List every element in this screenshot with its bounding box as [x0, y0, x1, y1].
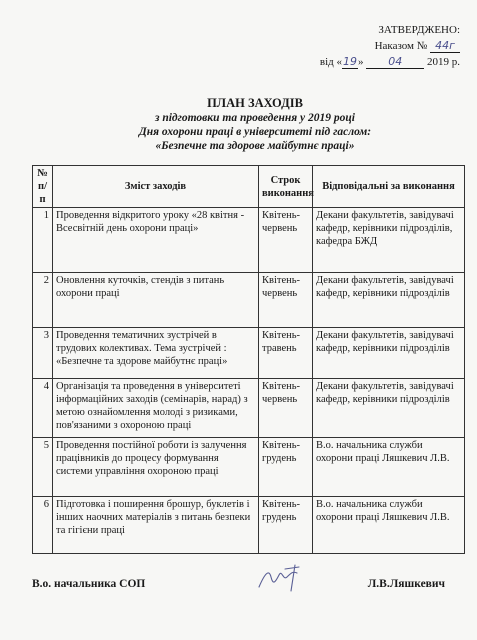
table-row — [33, 208, 465, 273]
table-row — [33, 497, 465, 554]
handwritten-signature — [255, 563, 315, 593]
table-row — [33, 273, 465, 328]
signatory-name: Л.В.Ляшкевич — [367, 578, 445, 590]
row-responsible: В.о. начальника служби охорони праці Ляшкевич Л.В. — [313, 497, 465, 554]
document-title — [40, 96, 470, 153]
row-num: 3 — [33, 328, 53, 379]
header-num: № п/п — [33, 166, 53, 208]
row-responsible: Декани факультетів, завідувачі кафедр, керівники підрозділів — [313, 273, 465, 328]
row-num: 4 — [33, 379, 53, 438]
title-line-1: з підготовки та проведення у 2019 році — [154, 112, 356, 124]
title-line-2: Дня охорони праці в університеті під гаслом: — [138, 126, 372, 138]
order-number: 44г — [430, 40, 460, 53]
row-deadline: Квітень-червень — [259, 379, 313, 438]
plan-table — [32, 165, 465, 554]
row-content: Проведення відкритого уроку «28 квітня - Всесвітній день охорони праці» — [53, 208, 259, 273]
header-content: Зміст заходів — [53, 166, 259, 208]
row-deadline: Квітень-травень — [259, 328, 313, 379]
row-responsible: В.о. начальника служби охорони праці Ляшкевич Л.В. — [313, 438, 465, 497]
row-content: Підготовка і поширення брошур, буклетів і інших наочних матеріалів з питань безпеки та гігієни праці — [53, 497, 259, 554]
row-content: Оновлення куточків, стендів з питань охорони праці — [53, 273, 259, 328]
row-content: Проведення постійної роботи із залучення працівників до процесу формування системи управління охороною праці — [53, 438, 259, 497]
row-num: 5 — [33, 438, 53, 497]
row-deadline: Квітень-грудень — [259, 438, 313, 497]
row-num: 2 — [33, 273, 53, 328]
row-deadline: Квітень-грудень — [259, 497, 313, 554]
title-line-3: «Безпечне та здорове майбутнє праці» — [155, 140, 355, 152]
date-year: 2019 р. — [427, 56, 460, 68]
order-prefix: Наказом № — [374, 40, 428, 52]
date-line — [290, 54, 460, 70]
header-deadline: Строк виконання — [259, 166, 313, 208]
header-responsible: Відповідальні за виконання — [313, 166, 465, 208]
row-content: Організація та проведення в університеті інформаційних заходів (семінарів, нарад) з метою ознайомлення молоді з ризиками, пов'язаними з охороною праці — [53, 379, 259, 438]
title-main: ПЛАН ЗАХОДІВ — [207, 96, 303, 110]
row-responsible: Декани факультетів, завідувачі кафедр, керівники підрозділів — [313, 328, 465, 379]
table-row — [33, 438, 465, 497]
approval-block — [290, 22, 460, 70]
table-header-row — [33, 166, 465, 208]
signatory-position: В.о. начальника СОП — [32, 578, 146, 590]
date-month: 04 — [366, 56, 424, 69]
row-num: 1 — [33, 208, 53, 273]
order-line — [290, 38, 460, 54]
table-row — [33, 328, 465, 379]
approved-label: ЗАТВЕРДЖЕНО: — [378, 24, 460, 36]
table-row — [33, 379, 465, 438]
date-day: 19 — [343, 55, 357, 68]
row-deadline: Квітень-червень — [259, 273, 313, 328]
row-content: Проведення тематичних зустрічей в трудових колективах. Тема зустрічей : «Безпечне та здорове майбутнє праці» — [53, 328, 259, 379]
row-num: 6 — [33, 497, 53, 554]
row-responsible: Декани факультетів, завідувачі кафедр, керівники підрозділів, кафедра БЖД — [313, 208, 465, 273]
row-responsible: Декани факультетів, завідувачі кафедр, керівники підрозділів — [313, 379, 465, 438]
date-mid: » — [358, 56, 364, 68]
date-prefix: від « — [319, 56, 342, 68]
row-deadline: Квітень-червень — [259, 208, 313, 273]
